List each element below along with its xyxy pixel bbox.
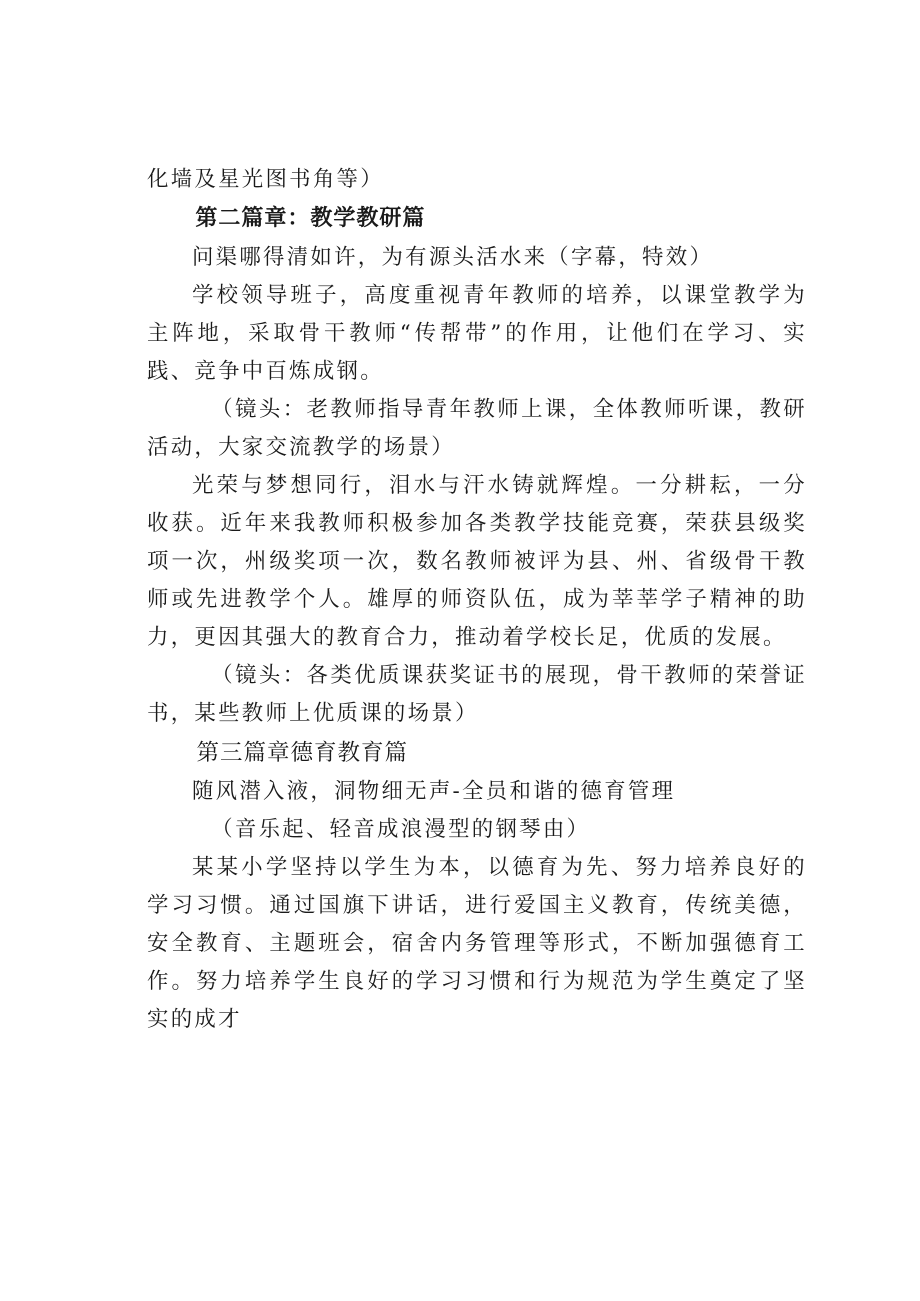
document-body bbox=[147, 161, 807, 1039]
chapter-three-subtitle: 随风潜入液，洞物细无声-全员和谐的德育管理 bbox=[191, 779, 676, 804]
camera-note-certificates: （镜头：各类优质课获奖证书的展现，骨干教师的荣誉证书，某些教师上优质课的场景） bbox=[147, 663, 807, 726]
chapter-three-heading: 第三篇章德育教育篇 bbox=[196, 740, 409, 766]
teacher-training-paragraph: 学校领导班子，高度重视青年教师的培养，以课堂教学为主阵地，采取骨干教师“传帮带”的作用，让他们在学习、实践、竞争中百炼成钢。 bbox=[147, 283, 807, 384]
teacher-awards-paragraph: 光荣与梦想同行，泪水与汗水铸就辉煌。一分耕耘，一分收获。近年来我教师积极参加各类教学技能竞赛，荣获县级奖项一次，州级奖项一次，数名教师被评为县、州、省级骨干教师或先进教学个人。雄厚的师资队伍，成为莘莘学子精神的助力，更因其强大的教育合力，推动着学校长足，优质的发展。 bbox=[147, 473, 807, 650]
chapter-two-heading: 第二篇章：教学教研篇 bbox=[195, 206, 426, 231]
moral-education-paragraph: 某某小学坚持以学生为本，以德育为先、努力培养良好的学习习惯。通过国旗下讲话，进行爱国主义教育，传统美德，安全教育、主题班会，宿舍内务管理等形式，不断加强德育工作。努力培养学生良好的学习习惯和行为规范为学生奠定了坚实的成才 bbox=[147, 855, 807, 1032]
continued-paragraph: 化墙及星光图书角等） bbox=[147, 167, 384, 192]
camera-note-teaching: （镜头：老教师指导青年教师上课，全体教师听课，教研活动，大家交流教学的场景） bbox=[147, 397, 807, 460]
chapter-two-subtitle: 问渠哪得清如许，为有源头活水来（字幕，特效） bbox=[191, 245, 714, 270]
music-note: （音乐起、轻音成浪漫型的钢琴由） bbox=[211, 817, 591, 842]
